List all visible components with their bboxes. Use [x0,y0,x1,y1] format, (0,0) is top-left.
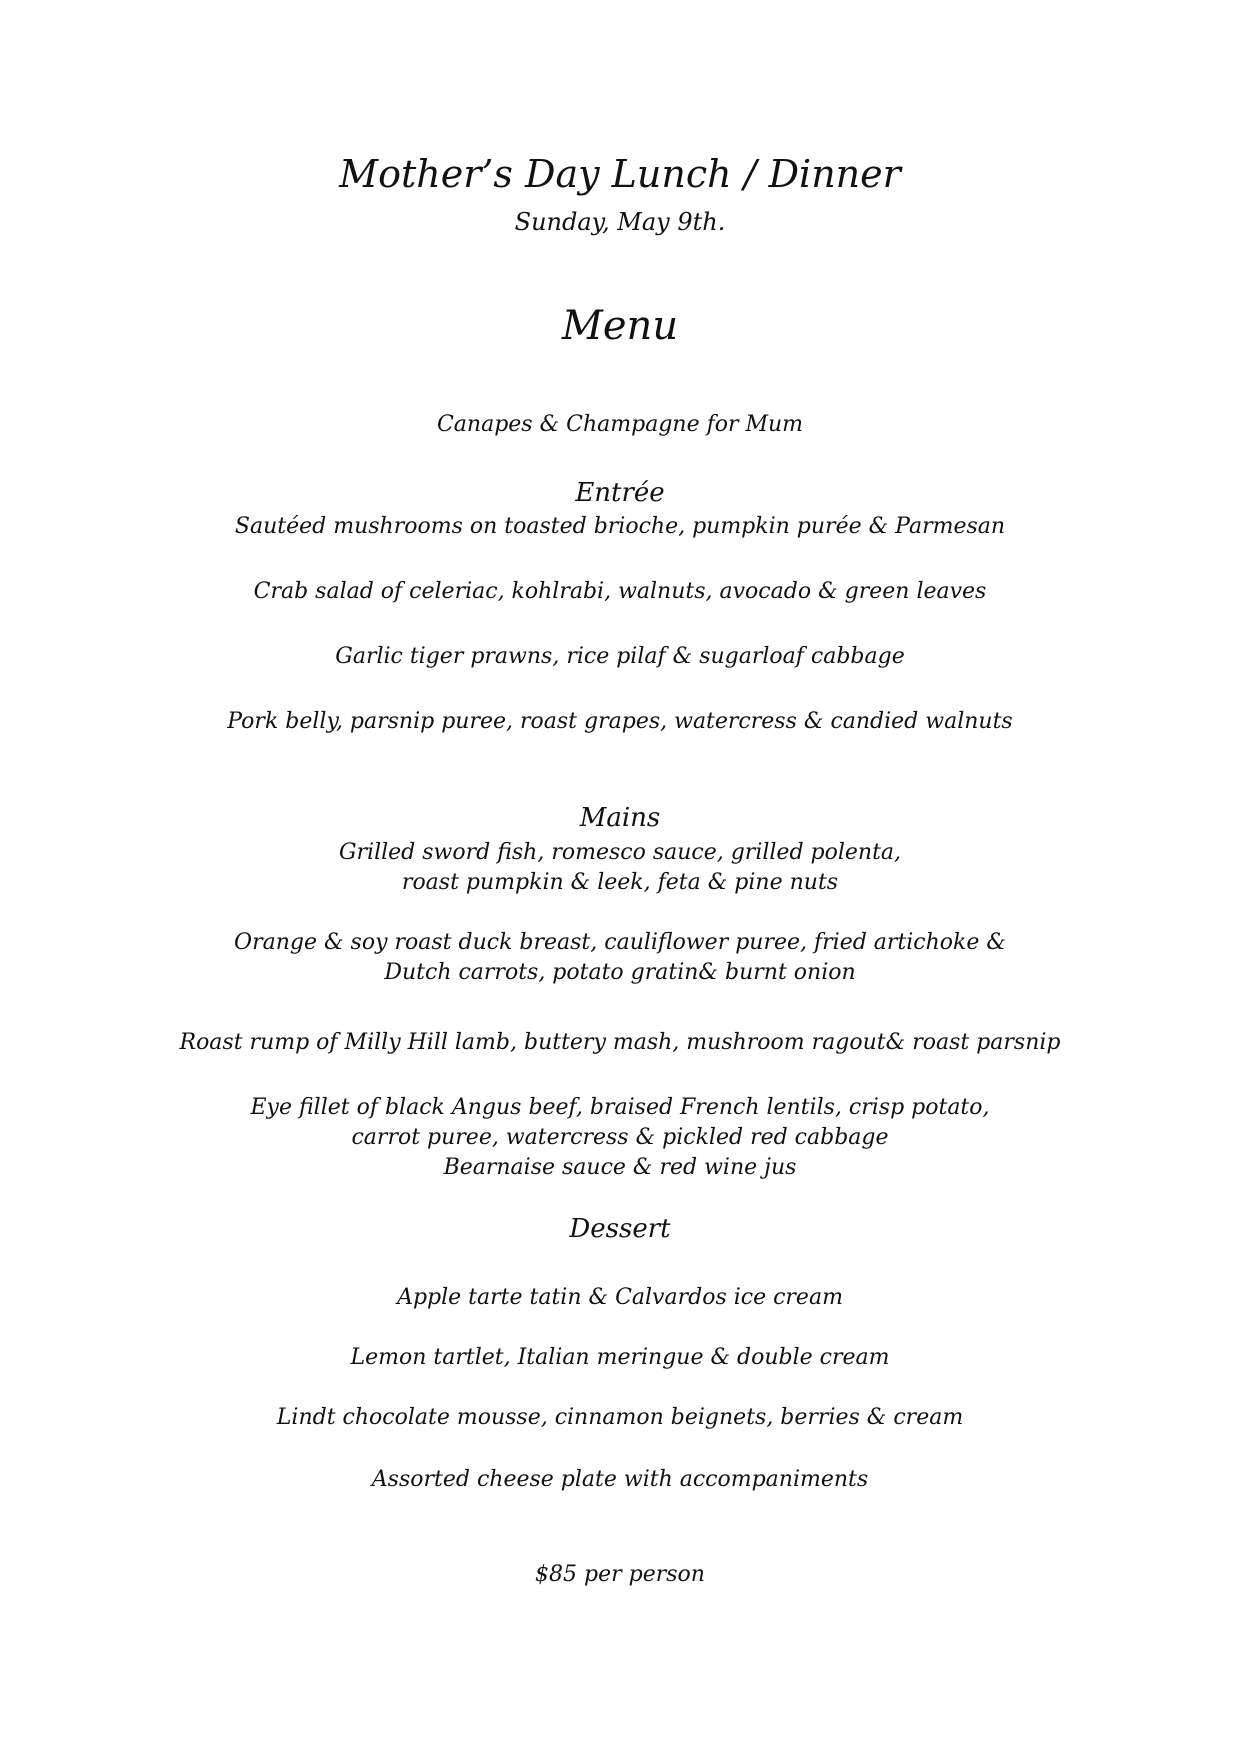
dessert-item [0,1403,1240,1433]
entree-heading: Entrée [575,478,665,508]
dessert-item-line: Lemon tartlet, Italian meringue & double cream [350,1345,890,1370]
mains-item-line: Eye fillet of black Angus beef, braised French lentils, crisp potato, [250,1095,990,1120]
mains-heading: Mains [579,803,661,833]
mains-item [0,838,1240,898]
mains-item-line: Dutch carrots, potato gratin& burnt onion [384,960,856,985]
entree-item-line: Garlic tiger prawns, rice pilaf & sugarloaf cabbage [335,644,905,669]
mains-item [0,1028,1240,1058]
dessert-heading: Dessert [569,1214,671,1244]
mains-item-line: Bearnaise sauce & red wine jus [443,1155,797,1180]
mains-item-line: Grilled sword fish, romesco sauce, grilled polenta, [338,840,902,865]
entree-item [0,577,1240,607]
event-date: Sunday, May 9th. [514,208,726,236]
mains-item-line: carrot puree, watercress & pickled red cabbage [351,1125,889,1150]
page-title: Mother’s Day Lunch / Dinner [339,152,901,196]
mains-item-line: roast pumpkin & leek, feta & pine nuts [401,870,839,895]
mains-item [0,928,1240,988]
dessert-item [0,1283,1240,1313]
dessert-item [0,1343,1240,1373]
entree-item-line: Crab salad of celeriac, kohlrabi, walnuts, avocado & green leaves [253,579,987,604]
dessert-item-line: Lindt chocolate mousse, cinnamon beignets, berries & cream [276,1405,964,1430]
mains-item [0,1093,1240,1183]
price-per-person: $85 per person [535,1562,705,1587]
mains-item-line: Roast rump of Milly Hill lamb, buttery mash, mushroom ragout& roast parsnip [179,1030,1061,1055]
entree-item [0,512,1240,542]
dessert-item-line: Apple tarte tatin & Calvardos ice cream [397,1285,843,1310]
entree-item-line: Pork belly, parsnip puree, roast grapes, watercress & candied walnuts [227,709,1013,734]
menu-heading: Menu [561,303,679,349]
dessert-item [0,1465,1240,1495]
intro-line: Canapes & Champagne for Mum [436,412,804,437]
entree-item [0,642,1240,672]
mains-item-line: Orange & soy roast duck breast, cauliflower puree, fried artichoke & [234,930,1006,955]
entree-item-line: Sautéed mushrooms on toasted brioche, pumpkin purée & Parmesan [234,514,1006,539]
entree-item [0,707,1240,737]
dessert-item-line: Assorted cheese plate with accompaniments [371,1467,869,1492]
